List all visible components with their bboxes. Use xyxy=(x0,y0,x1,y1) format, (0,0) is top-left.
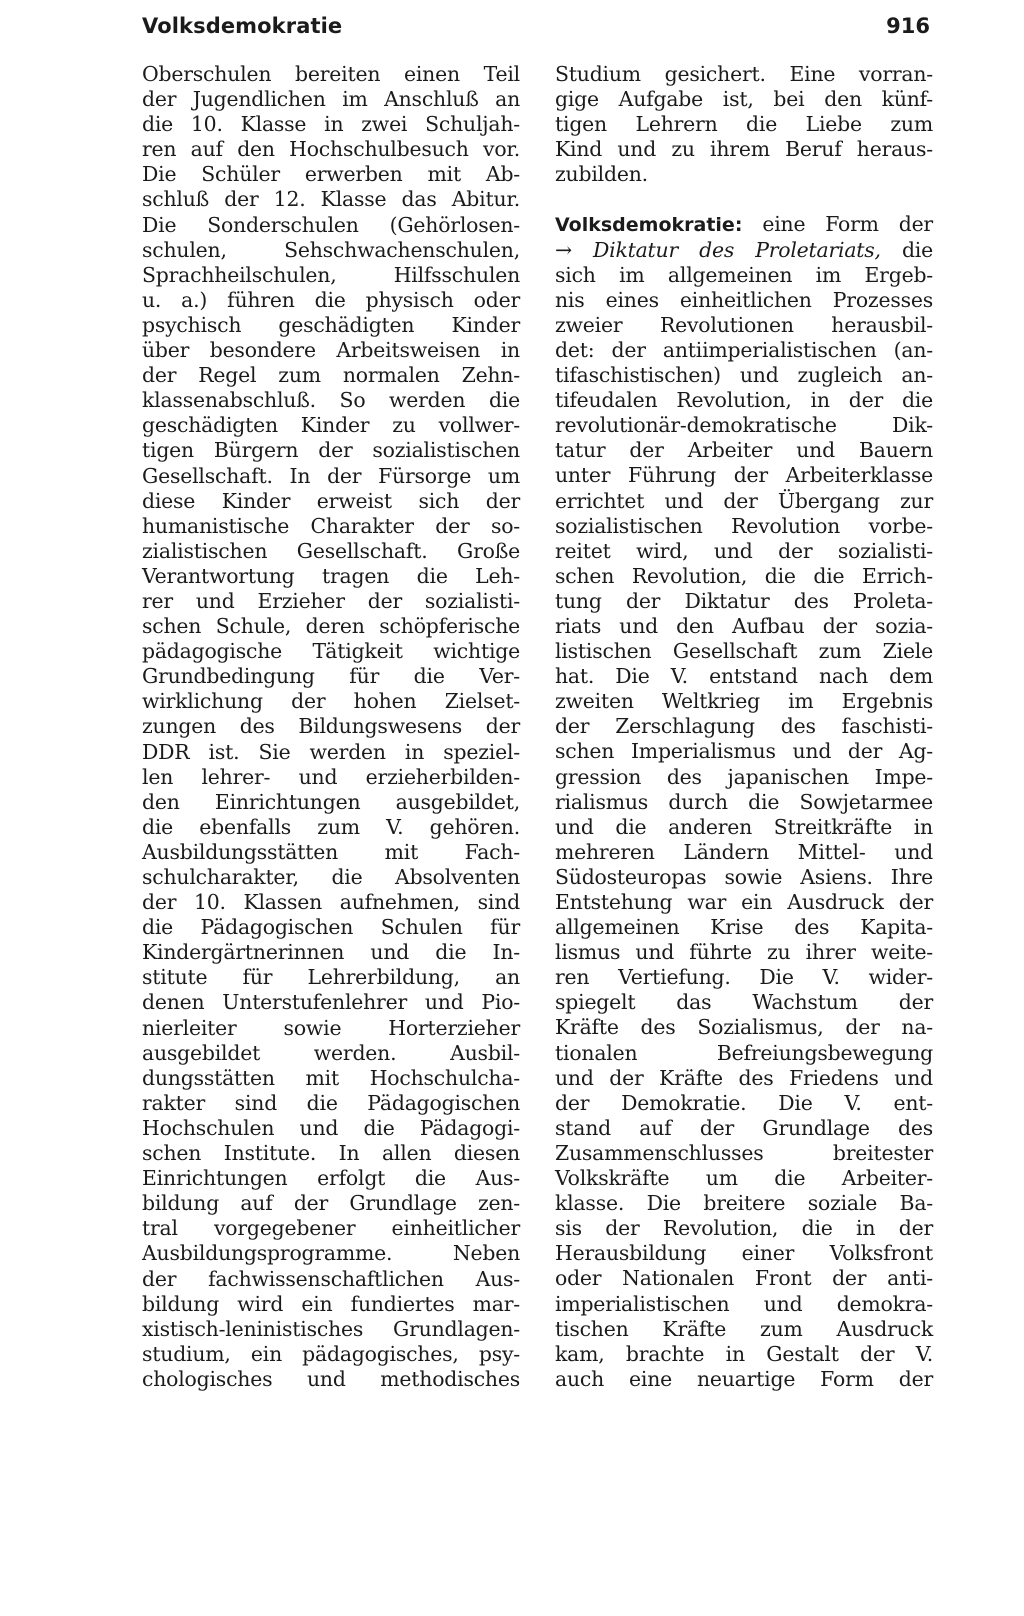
text-line: schen Institute. In allen diesen xyxy=(142,1141,520,1166)
text-line: len lehrer- und erzieherbilden- xyxy=(142,764,520,789)
text-line: der 10. Klassen aufnehmen, sind xyxy=(142,890,520,915)
text-line: der Regel zum normalen Zehn- xyxy=(142,363,520,388)
text-line: die 10. Klasse in zwei Schuljah- xyxy=(142,112,520,137)
text-line: tifeudalen Revolution, in der die xyxy=(555,388,933,413)
text-line: studium, ein pädagogisches, psy- xyxy=(142,1341,520,1366)
text-line: psychisch geschädigten Kinder xyxy=(142,312,520,337)
text-line: tatur der Arbeiter und Bauern xyxy=(555,438,933,463)
text-line: gression des japanischen Impe- xyxy=(555,764,933,789)
running-head-title: Volksdemokratie xyxy=(142,14,343,38)
page-number: 916 xyxy=(886,14,930,38)
text-line: rakter sind die Pädagogischen xyxy=(142,1090,520,1115)
text-line: diese Kinder erweist sich der xyxy=(142,488,520,513)
text-line: kam, brachte in Gestalt der V. xyxy=(555,1341,933,1366)
text-line: klassenabschluß. So werden die xyxy=(142,388,520,413)
text-line: sis der Revolution, die in der xyxy=(555,1216,933,1241)
text-line: sich im allgemeinen im Ergeb- xyxy=(555,262,933,287)
cross-reference-arrow-icon: → xyxy=(555,237,572,262)
text-line: Ausbildungsprogramme. Neben xyxy=(142,1241,520,1266)
text-line: ren auf den Hochschulbesuch vor. xyxy=(142,137,520,162)
entry-body xyxy=(555,263,933,1392)
text-line: Kindergärtnerinnen und die In- xyxy=(142,940,520,965)
text-line: rer und Erzieher der sozialisti- xyxy=(142,588,520,613)
text-line: errichtet und der Übergang zur xyxy=(555,488,933,513)
text-line: oder Nationalen Front der anti- xyxy=(555,1266,933,1291)
text-line: zubilden. xyxy=(555,162,648,187)
entry-second-line-text: die xyxy=(901,237,933,262)
text-line: Kind und zu ihrem Beruf heraus- xyxy=(555,137,933,162)
text-line: tigen Bürgern der sozialistischen xyxy=(142,438,520,463)
text-line: reitet wird, und der sozialisti- xyxy=(555,538,933,563)
text-line: gige Aufgabe ist, bei den künf- xyxy=(555,87,933,112)
text-line: auch eine neuartige Form der xyxy=(555,1366,933,1391)
text-line: lismus und führte zu ihrer weite- xyxy=(555,940,933,965)
text-line: det: der antiimperialistischen (an- xyxy=(555,337,933,362)
entry-separator xyxy=(555,187,933,212)
text-line: unter Führung der Arbeiterklasse xyxy=(555,463,933,488)
text-line: Herausbildung einer Volksfront xyxy=(555,1241,933,1266)
text-line: Die Schüler erwerben mit Ab- xyxy=(142,162,520,187)
text-line: Studium gesichert. Eine vorran- xyxy=(555,62,933,86)
text-line: bildung auf der Grundlage zen- xyxy=(142,1191,520,1216)
text-line: die Pädagogischen Schulen für xyxy=(142,915,520,940)
text-line: den Einrichtungen ausgebildet, xyxy=(142,789,520,814)
text-line: Einrichtungen erfolgt die Aus- xyxy=(142,1166,520,1191)
entry-first-line xyxy=(555,212,933,237)
text-line: Die Sonderschulen (Gehörlosen- xyxy=(142,212,520,237)
running-header xyxy=(142,8,930,44)
text-line: spiegelt das Wachstum der xyxy=(555,990,933,1015)
text-line: xistisch-leninistisches Grundlagen- xyxy=(142,1316,520,1341)
text-line: mehreren Ländern Mittel- und xyxy=(555,839,933,864)
text-line: Volkskräfte um die Arbeiter- xyxy=(555,1166,933,1191)
text-line: humanistische Charakter der so- xyxy=(142,513,520,538)
text-line: stand auf der Grundlage des xyxy=(555,1115,933,1140)
text-line: schulcharakter, die Absolventen xyxy=(142,865,520,889)
text-line: tigen Lehrern die Liebe zum xyxy=(555,112,933,137)
text-line: wirklichung der hohen Zielset- xyxy=(142,689,520,714)
text-line: Sprachheilschulen, Hilfsschulen xyxy=(142,262,520,287)
text-line: der Demokratie. Die V. ent- xyxy=(555,1090,933,1115)
text-line: listischen Gesellschaft zum Ziele xyxy=(555,639,933,664)
text-line: tung der Diktatur des Proleta- xyxy=(555,588,933,613)
text-line: schen Schule, deren schöpferische xyxy=(142,614,520,639)
text-line: dungsstätten mit Hochschulcha- xyxy=(142,1065,520,1090)
text-line: nierleiter sowie Horterzieher xyxy=(142,1015,520,1040)
dictionary-entry-volksdemokratie xyxy=(555,212,933,1391)
text-line: schen Imperialismus und der Ag- xyxy=(555,739,933,764)
text-line: tionalen Befreiungsbewegung xyxy=(555,1040,933,1065)
text-line: schluß der 12. Klasse das Abitur. xyxy=(142,187,520,212)
text-line: tischen Kräfte zum Ausdruck xyxy=(555,1316,933,1341)
entry-first-line-text: eine Form der xyxy=(762,212,933,237)
text-line: Ausbildungsstätten mit Fach- xyxy=(142,839,520,864)
right-column xyxy=(555,62,933,1392)
text-line: ausgebildet werden. Ausbil- xyxy=(142,1040,520,1065)
text-line: tifaschistischen) und zugleich an- xyxy=(555,363,933,388)
text-line: geschädigten Kinder zu vollwer- xyxy=(142,413,520,438)
text-line: Zusammenschlusses breitester xyxy=(555,1140,933,1165)
text-line: der Jugendlichen im Anschluß an xyxy=(142,87,520,112)
text-line: zweiten Weltkrieg im Ergebnis xyxy=(555,689,933,714)
text-line: denen Unterstufenlehrer und Pio- xyxy=(142,990,520,1015)
text-line: zweier Revolutionen herausbil- xyxy=(555,312,933,337)
text-line: tral vorgegebener einheitlicher xyxy=(142,1216,520,1241)
text-line: und die anderen Streitkräfte in xyxy=(555,814,933,839)
text-line: schulen, Sehschwachenschulen, xyxy=(142,237,520,262)
text-line: zungen des Bildungswesens der xyxy=(142,714,520,739)
text-line: pädagogische Tätigkeit wichtige xyxy=(142,639,520,664)
text-line: nis eines einheitlichen Prozesses xyxy=(555,287,933,312)
text-line: chologisches und methodisches xyxy=(142,1366,520,1391)
text-line: Gesellschaft. In der Fürsorge um xyxy=(142,463,520,488)
entry-second-line xyxy=(555,238,933,263)
text-line: Oberschulen bereiten einen Teil xyxy=(142,62,520,86)
text-line: über besondere Arbeitsweisen in xyxy=(142,338,520,363)
left-column xyxy=(142,62,520,1392)
text-line: DDR ist. Sie werden in speziel- xyxy=(142,739,520,764)
right-column-continuation xyxy=(555,62,933,187)
text-line: stitute für Lehrerbildung, an xyxy=(142,965,520,990)
text-line: Südosteuropas sowie Asiens. Ihre xyxy=(555,864,933,889)
text-line: rialismus durch die Sowjetarmee xyxy=(555,789,933,814)
text-line: klasse. Die breitere soziale Ba- xyxy=(555,1191,933,1216)
text-line: Hochschulen und die Pädagogi- xyxy=(142,1115,520,1140)
text-line: zialistischen Gesellschaft. Große xyxy=(142,538,520,563)
text-line: die ebenfalls zum V. gehören. xyxy=(142,814,520,839)
text-line: bildung wird ein fundiertes mar- xyxy=(142,1291,520,1316)
text-line: u. a.) führen die physisch oder xyxy=(142,287,520,312)
text-line: Verantwortung tragen die Leh- xyxy=(142,563,520,588)
text-line: sozialistischen Revolution vorbe- xyxy=(555,513,933,538)
text-line: schen Revolution, die die Errich- xyxy=(555,563,933,588)
text-line: revolutionär-demokratische Dik- xyxy=(555,413,933,438)
text-line: hat. Die V. entstand nach dem xyxy=(555,664,933,689)
text-line: allgemeinen Krise des Kapita- xyxy=(555,915,933,940)
text-line: ren Vertiefung. Die V. wider- xyxy=(555,965,933,990)
text-line: Grundbedingung für die Ver- xyxy=(142,664,520,689)
text-line: Kräfte des Sozialismus, der na- xyxy=(555,1015,933,1040)
text-line: imperialistischen und demokra- xyxy=(555,1291,933,1316)
text-line: der Zerschlagung des faschisti- xyxy=(555,714,933,739)
cross-reference-term[interactable]: Diktatur des Proletariats, xyxy=(592,237,881,262)
text-line: und der Kräfte des Friedens und xyxy=(555,1065,933,1090)
text-line: riats und den Aufbau der sozia- xyxy=(555,613,933,638)
entry-keyword: Volksdemokratie: xyxy=(555,214,743,237)
text-line: Entstehung war ein Ausdruck der xyxy=(555,890,933,914)
text-line: der fachwissenschaftlichen Aus- xyxy=(142,1266,520,1291)
